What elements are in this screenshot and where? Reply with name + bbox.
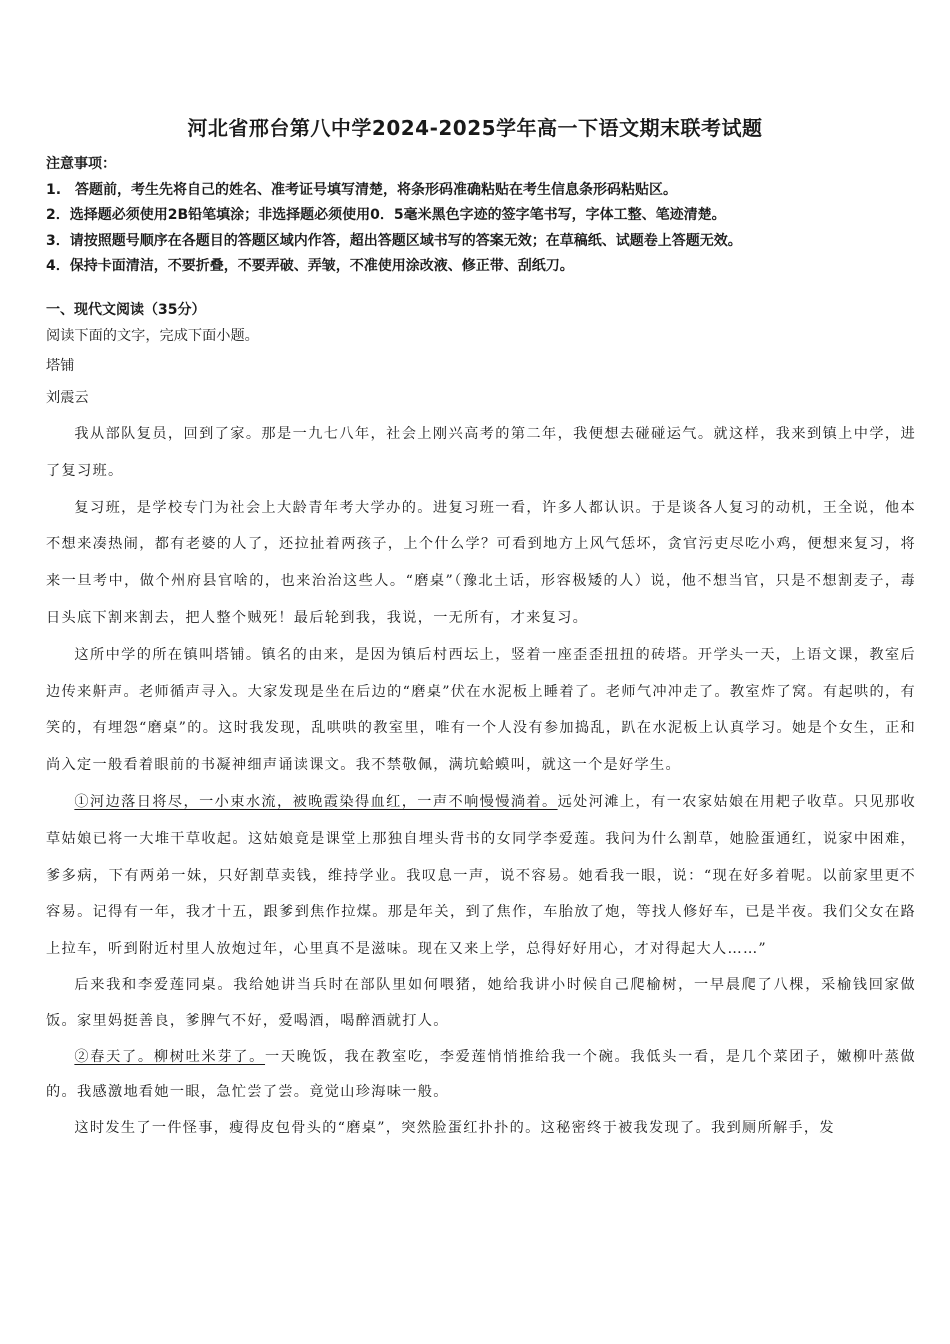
notice-item: 4．保持卡面清洁，不要折叠，不要弄破、弄皱，不准使用涂改液、修正带、刮纸刀。 bbox=[46, 258, 574, 275]
notice-item: 1. 答题前，考生先将自己的姓名、准考证号填写清楚，将条形码准确粘贴在考生信息条形码粘贴区。 bbox=[46, 181, 678, 198]
section-heading: 一、现代文阅读（35分） bbox=[46, 302, 206, 318]
underlined-sentence-1: ①河边落日将尽，一小束水流，被晚霞染得血红，一声不响慢慢淌着。 bbox=[74, 793, 558, 810]
notice-item: 2．选择题必须使用2B铅笔填涂；非选择题必须使用0．5毫米黑色字迹的签字笔书写，字体工整、笔迹清楚。 bbox=[46, 207, 726, 224]
underlined-sentence-2: ②春天了。柳树吐米芽了。 bbox=[74, 1048, 266, 1065]
notice-heading: 注意事项： bbox=[46, 156, 116, 172]
section-instruction: 阅读下面的文字，完成下面小题。 bbox=[46, 328, 259, 344]
story-title: 塔铺 bbox=[46, 358, 75, 374]
paragraph: 这时发生了一件怪事，瘦得皮包骨头的“磨桌”，突然脸蛋红扑扑的。这秘密终于被我发现了。我到厕所解手，发 bbox=[74, 1120, 835, 1137]
reading-section bbox=[46, 298, 916, 1147]
paragraph bbox=[46, 784, 916, 968]
page-title: 河北省邢台第八中学2024-2025学年高一下语文期末联考试题 bbox=[187, 116, 763, 140]
paragraph: 后来我和李爱莲同桌。我给她讲当兵时在部队里如何喂猪，她给我讲小时候自己爬榆树，一早晨爬了八棵，采榆钱回家做饭。家里妈挺善良，爹脾气不好，爱喝酒，喝醉酒就打人。 bbox=[46, 976, 916, 1029]
paragraph: 这所中学的所在镇叫塔铺。镇名的由来，是因为镇后村西坛上，竖着一座歪歪扭扭的砖塔。开学头一天，上语文课，教室后边传来鼾声。老师循声寻入。大家发现是坐在后边的“磨桌”伏在水泥板上睡着了。老师气冲冲走了。教室炸了窝。有起哄的，有笑的，有埋怨“磨桌”的。这时我发现，乱哄哄的教室里，唯有一个人没有参加捣乱，趴在水泥板上认真学习。她是个女生，正和尚入定一般看着眼前的书凝神细声诵读课文。我不禁敬佩，满坑蛤蟆叫，就这一个是好学生。 bbox=[46, 646, 916, 774]
paragraph: 复习班，是学校专门为社会上大龄青年考大学办的。进复习班一看，许多人都认识。于是谈各人复习的动机，王全说，他本不想来凑热闹，都有老婆的人了，还拉扯着两孩子，上个什么学？可看到地方上风气恁坏，贪官污吏尽吃小鸡，便想来复习，将来一旦考中，做个州府县官啥的，也来治治这些人。“磨桌”（豫北土话，形容极矮的人）说，他不想当官，只是不想割麦子，毒日头底下割来割去，把人整个贼死！最后轮到我，我说，一无所有，才来复习。 bbox=[46, 499, 916, 626]
paragraph-text: 一天晚饭，我在教室吃，李爱莲悄悄推给我一个碗。我低头一看，是几个菜团子，嫩柳叶蒸做的。我感激地看她一眼，急忙尝了尝。竟觉山珍海味一般。 bbox=[46, 1048, 916, 1101]
notice-item: 3．请按照题号顺序在各题目的答题区域内作答，超出答题区域书写的答案无效；在草稿纸、试题卷上答题无效。 bbox=[46, 232, 742, 249]
notice-block bbox=[46, 152, 916, 280]
paragraph bbox=[46, 1040, 916, 1112]
story-body bbox=[46, 416, 916, 1147]
paragraph: 我从部队复员，回到了家。那是一九七八年，社会上刚兴高考的第二年，我便想去碰碰运气。就这样，我来到镇上中学，进了复习班。 bbox=[46, 426, 916, 479]
story-author: 刘震云 bbox=[46, 390, 89, 406]
paragraph-text: 远处河滩上，有一农家姑娘在用耙子收草。只见那收草姑娘已将一大堆干草收起。这姑娘竟是课堂上那独自埋头背书的女同学李爱莲。我问为什么割草，她脸蛋通红，说家中困难，爹多病，下有两弟一妹，只好割草卖钱，维持学业。我叹息一声，说不容易。她看我一眼，说：“现在好多着呢。以前家里更不容易。记得有一年，我才十五，跟爹到焦作拉煤。那是年关，到了焦作，车胎放了炮，等找人修好车，已是半夜。我们父女在路上拉车，听到附近村里人放炮过年，心里真不是滋味。现在又来上学，总得好好用心，才对得起大人……” bbox=[46, 793, 916, 958]
